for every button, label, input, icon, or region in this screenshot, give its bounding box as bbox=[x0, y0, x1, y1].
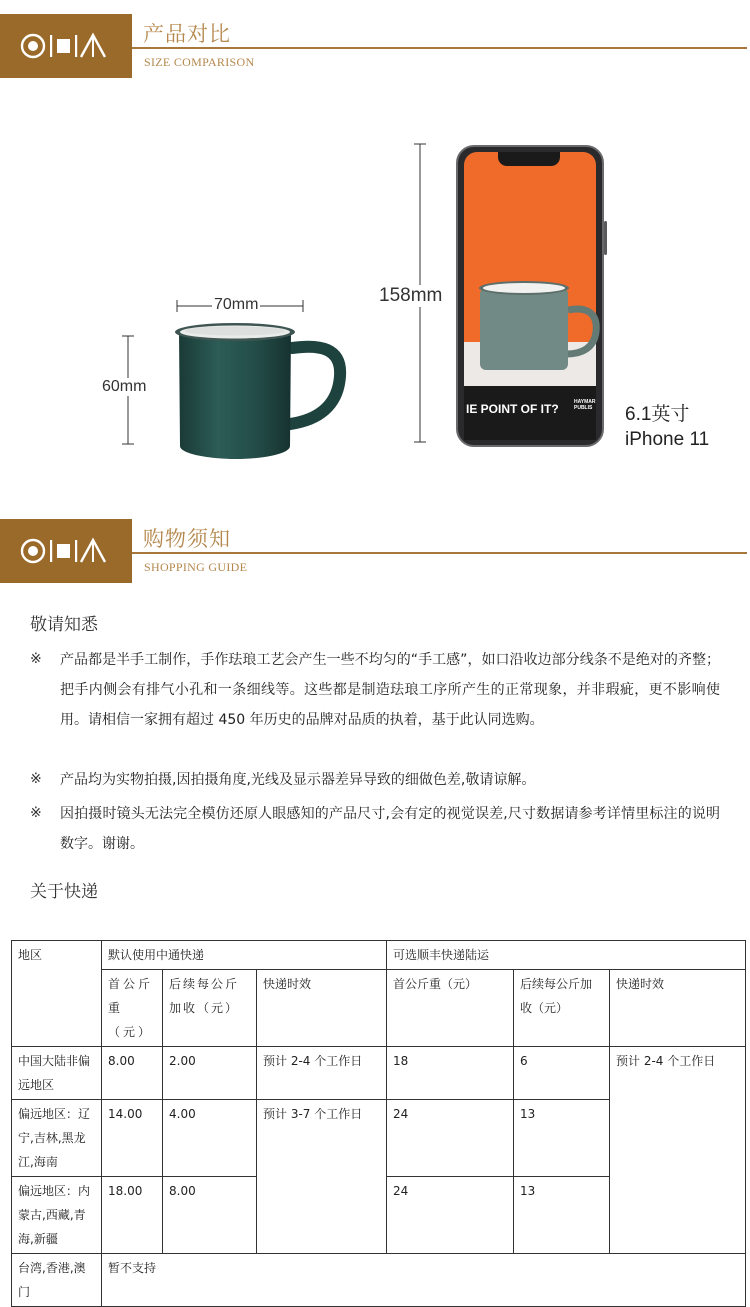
screen-caption-bar bbox=[464, 386, 596, 440]
region-cell: 偏远地区：辽宁,吉林,黑龙江,海南 bbox=[12, 1100, 102, 1177]
header-sf-extra-kg: 后续每公斤加收（元） bbox=[514, 970, 610, 1047]
iphone-image bbox=[456, 145, 604, 447]
notice-heading: 敬请知悉 bbox=[30, 615, 98, 635]
size-comparison-header bbox=[0, 14, 750, 78]
phone-model-label: iPhone 11 bbox=[625, 429, 710, 450]
table-row bbox=[12, 1047, 746, 1100]
screen-publisher: HAYMAR PUBLIS bbox=[574, 399, 596, 411]
cma-logo-icon bbox=[19, 536, 113, 566]
phone-caption bbox=[625, 402, 709, 452]
header-sf-delivery-time: 快递时效 bbox=[610, 970, 746, 1047]
unsupported-note-cell: 暂不支持 bbox=[102, 1254, 746, 1307]
delivery-time-cell: 预计 3-7 个工作日 bbox=[257, 1100, 387, 1254]
mug-width-label: 70mm bbox=[214, 296, 259, 313]
section-title: 购物须知 bbox=[143, 527, 231, 551]
section-subtitle: SHOPPING GUIDE bbox=[144, 560, 248, 574]
header-first-kg: 首公斤重（元） bbox=[102, 970, 163, 1047]
enamel-mug-image bbox=[170, 318, 348, 460]
header-delivery-time: 快递时效 bbox=[257, 970, 387, 1047]
phone-side-button bbox=[604, 221, 607, 255]
sf-extra-kg-cell: 6 bbox=[514, 1047, 610, 1100]
notice-item-3: 因拍摄时镜头无法完全模仿还原人眼感知的产品尺寸,会有定的视觉误差,尺寸数据请参考详情里标注的说明数字。谢谢。 bbox=[60, 806, 720, 852]
table-row bbox=[12, 1254, 746, 1307]
region-cell: 台湾,香港,澳门 bbox=[12, 1254, 102, 1307]
section-subtitle: SIZE COMPARISON bbox=[144, 55, 255, 69]
first-kg-cell: 18.00 bbox=[102, 1177, 163, 1254]
header-sf-first-kg: 首公斤重（元） bbox=[387, 970, 514, 1047]
region-cell: 中国大陆非偏远地区 bbox=[12, 1047, 102, 1100]
cma-logo-icon bbox=[19, 31, 113, 61]
sf-first-kg-cell: 18 bbox=[387, 1047, 514, 1100]
header-divider bbox=[132, 47, 747, 49]
delivery-time-cell: 预计 2-4 个工作日 bbox=[257, 1047, 387, 1100]
sf-delivery-time-cell: 预计 2-4 个工作日 bbox=[610, 1047, 746, 1254]
screen-mug-icon bbox=[472, 278, 596, 378]
region-cell: 偏远地区：内蒙古,西藏,青海,新疆 bbox=[12, 1177, 102, 1254]
header-sf-courier: 可选顺丰快递陆运 bbox=[387, 941, 746, 970]
extra-kg-cell: 2.00 bbox=[163, 1047, 257, 1100]
bullet-mark: ※ bbox=[30, 771, 42, 787]
phone-notch bbox=[498, 152, 560, 166]
header-default-courier: 默认使用中通快递 bbox=[102, 941, 387, 970]
bullet-mark: ※ bbox=[30, 651, 42, 667]
sf-extra-kg-cell: 13 bbox=[514, 1177, 610, 1254]
first-kg-cell: 14.00 bbox=[102, 1100, 163, 1177]
mug-height-label: 60mm bbox=[102, 378, 147, 395]
header-extra-kg: 后续每公斤加收（元） bbox=[163, 970, 257, 1047]
notice-item-2: 产品均为实物拍摄,因拍摄角度,光线及显示器差异导致的细做色差,敬请谅解。 bbox=[60, 772, 536, 788]
brand-logo bbox=[0, 519, 132, 583]
sf-first-kg-cell: 24 bbox=[387, 1177, 514, 1254]
phone-size-label: 6.1英寸 bbox=[625, 404, 690, 425]
shopping-guide-header bbox=[0, 519, 750, 583]
extra-kg-cell: 4.00 bbox=[163, 1100, 257, 1177]
extra-kg-cell: 8.00 bbox=[163, 1177, 257, 1254]
section-title: 产品对比 bbox=[143, 22, 231, 46]
notice-item-1: 产品都是半手工制作，手作珐琅工艺会产生一些不均匀的“手工感”，如口沿收边部分线条不是绝对的齐整；把手内侧会有排气小孔和一条细线等。这些都是制造珐琅工序所产生的正常现象，并非瑕疵，更不影响使用。请相信一家拥有超过 450 年历史的品牌对品质的执着，基于此认同选购。 bbox=[60, 652, 720, 728]
brand-logo bbox=[0, 14, 132, 78]
first-kg-cell: 8.00 bbox=[102, 1047, 163, 1100]
shipping-table bbox=[11, 940, 746, 1307]
screen-headline: IE POINT OF IT? bbox=[466, 402, 559, 416]
shipping-heading: 关于快递 bbox=[30, 882, 98, 902]
header-region: 地区 bbox=[12, 941, 102, 1047]
header-divider bbox=[132, 552, 747, 554]
phone-height-label: 158mm bbox=[379, 285, 443, 306]
phone-screen bbox=[464, 152, 596, 440]
sf-first-kg-cell: 24 bbox=[387, 1100, 514, 1177]
sf-extra-kg-cell: 13 bbox=[514, 1100, 610, 1177]
bullet-mark: ※ bbox=[30, 805, 42, 821]
